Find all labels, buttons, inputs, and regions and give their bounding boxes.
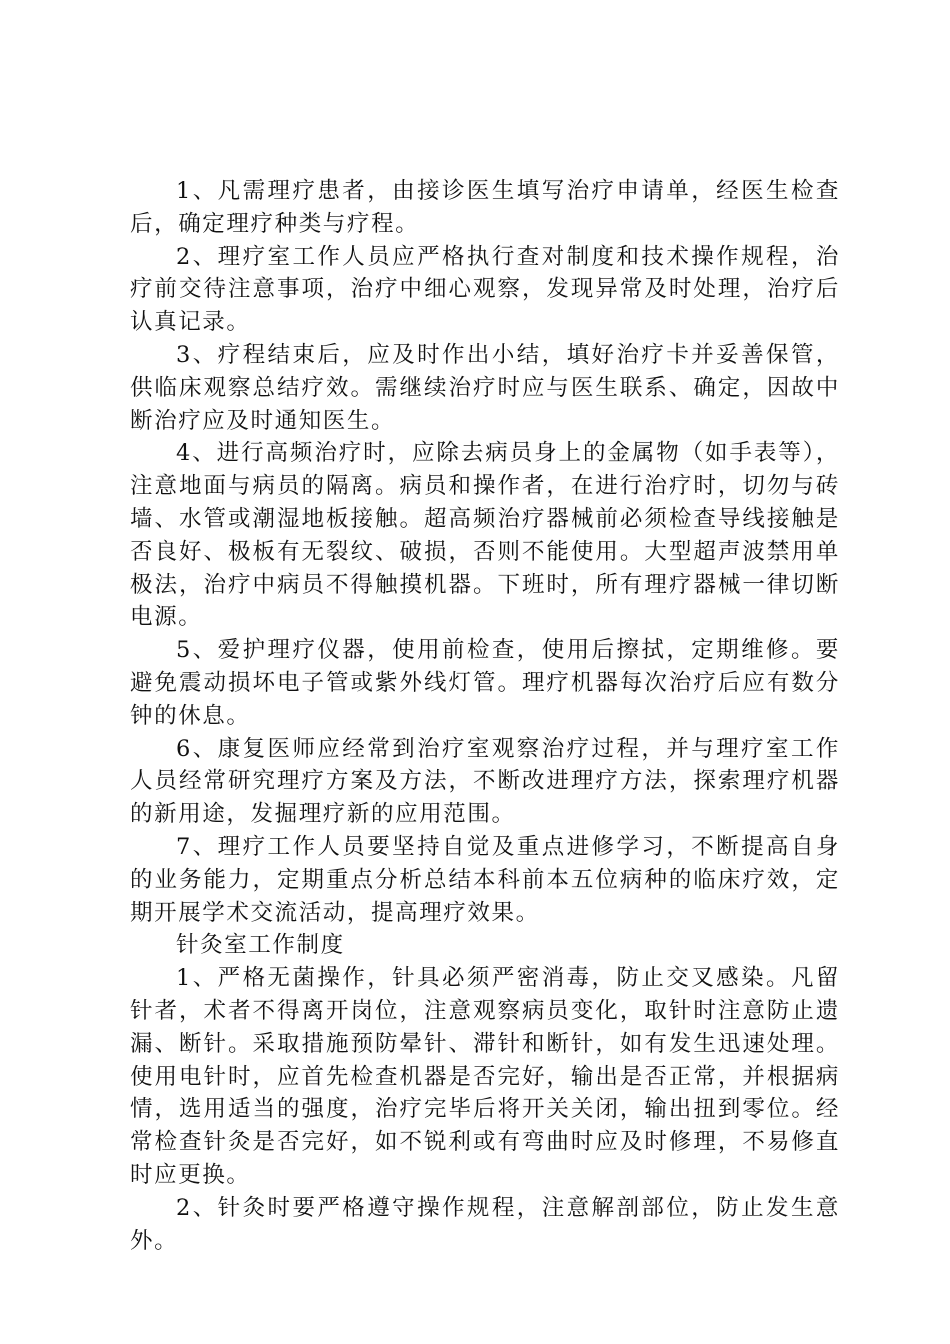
paragraph-1: 1、凡需理疗患者，由接诊医生填写治疗申请单，经医生检查后，确定理疗种类与疗程。 [130, 178, 840, 237]
section-heading: 针灸室工作制度 [176, 932, 345, 959]
section-paragraph-1: 1、严格无菌操作，针具必须严密消毒，防止交叉感染。凡留针者，术者不得离开岗位，注意观察病员变化，取针时注意防止遗漏、断针。采取措施预防晕针、滞针和断针，如有发生迅速处理。使用电针时，应首先检查机器是否完好，输出是否正常，并根据病情，选用适当的强度，治疗完毕后将开关关闭，输出扭到零位。经常检查针灸是否完好，如不锐利或有弯曲时应及时修理，不易修直时应更换。 [130, 965, 840, 1188]
paragraph-4: 4、进行高频治疗时，应除去病员身上的金属物（如手表等），注意地面与病员的隔离。病员和操作者，在进行治疗时，切勿与砖墙、水管或潮湿地板接触。超高频治疗器械前必须检查导线接触是否良好、极板有无裂纹、破损，否则不能使用。大型超声波禁用单极法，治疗中病员不得触摸机器。下班时，所有理疗器械一律切断电源。 [130, 440, 840, 631]
paragraph-2: 2、理疗室工作人员应严格执行查对制度和技术操作规程，治疗前交待注意事项，治疗中细心观察，发现异常及时处理，治疗后认真记录。 [130, 243, 840, 336]
section-paragraph-2: 2、针灸时要严格遵守操作规程，注意解剖部位，防止发生意外。 [130, 1194, 840, 1254]
paragraph-6: 6、康复医师应经常到治疗室观察治疗过程，并与理疗室工作人员经常研究理疗方案及方法，不断改进理疗方法，探索理疗机器的新用途，发掘理疗新的应用范围。 [130, 735, 840, 828]
paragraph-7: 7、理疗工作人员要坚持自觉及重点进修学习，不断提高自身的业务能力，定期重点分析总结本科前本五位病种的临床疗效，定期开展学术交流活动，提高理疗效果。 [130, 833, 840, 926]
paragraph-3: 3、疗程结束后，应及时作出小结，填好治疗卡并妥善保管，供临床观察总结疗效。需继续治疗时应与医生联系、确定，因故中断治疗应及时通知医生。 [130, 341, 840, 434]
document-body [130, 175, 840, 1257]
paragraph-5: 5、爱护理疗仪器，使用前检查，使用后擦拭，定期维修。要避免震动损坏电子管或紫外线灯管。理疗机器每次治疗后应有数分钟的休息。 [130, 637, 840, 729]
